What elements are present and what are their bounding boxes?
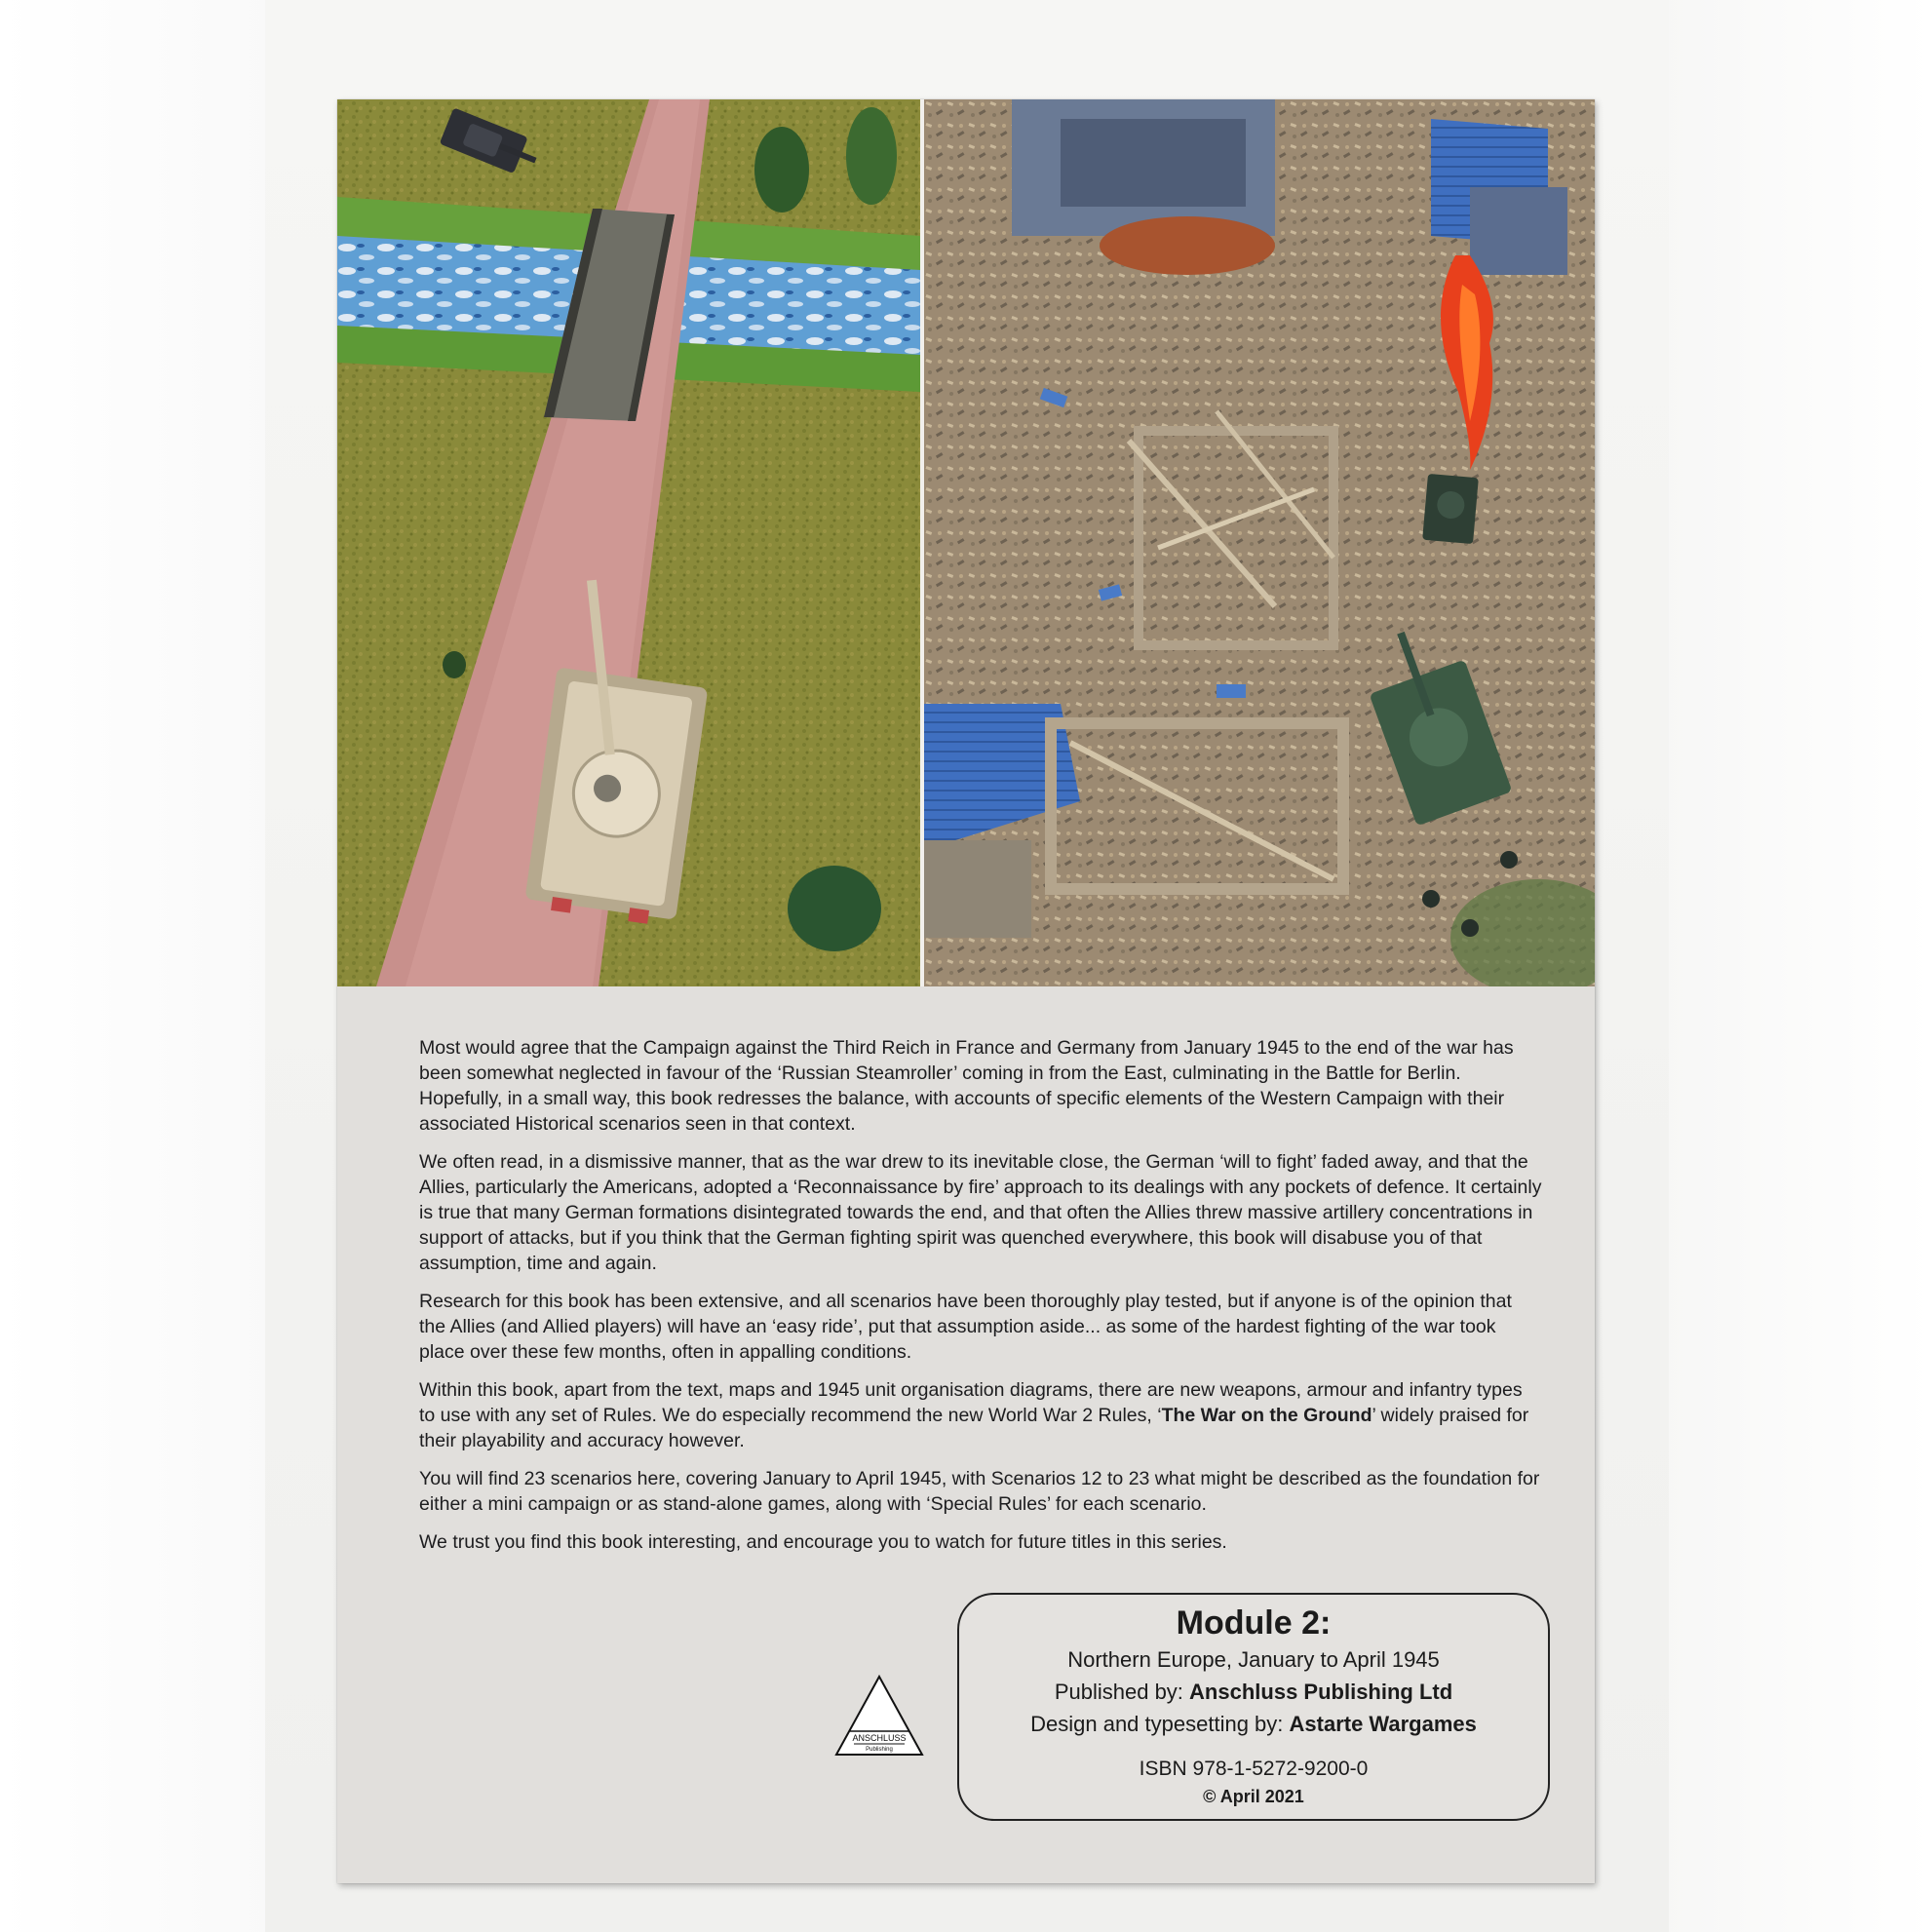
publisher-line <box>959 1676 1548 1708</box>
blurb-paragraph-4 <box>419 1377 1542 1453</box>
ruined-town-illustration <box>924 99 1595 986</box>
blurb-p4-end: ’ widely praised for their playability and accuracy however. <box>419 1405 1529 1451</box>
designer-line <box>959 1708 1548 1740</box>
logo-sub: Publishing <box>866 1747 893 1753</box>
anschluss-logo-triangle-icon <box>831 1673 928 1760</box>
module-info-box <box>957 1593 1550 1821</box>
blurb-p4-start: Within this book, apart from the text, maps and 1945 unit organisation diagrams, there are new weapons, armour and infantry types to use with any set of Rules. We do especially recommend the new World War 2 Rules, ‘ <box>419 1379 1523 1426</box>
blurb-paragraph-5: You will find 23 scenarios here, covering January to April 1945, with Scenarios 12 to 23 what might be described as the foundation for either a mini campaign or as stand-alone games, along with ‘Special Rules’ for each scenario. <box>419 1468 1540 1515</box>
published-label: Published by: <box>1054 1680 1183 1704</box>
publisher-name: Anschluss Publishing Ltd <box>1189 1680 1453 1704</box>
module-subtitle: Northern Europe, January to April 1945 <box>1067 1647 1440 1672</box>
designer-name: Astarte Wargames <box>1289 1712 1477 1736</box>
isbn-number: ISBN 978-1-5272-9200-0 <box>1139 1758 1369 1780</box>
rules-title: The War on the Ground <box>1161 1405 1372 1426</box>
design-label: Design and typesetting by: <box>1030 1712 1284 1736</box>
blurb-paragraph-3: Research for this book has been extensive, and all scenarios have been thoroughly play tested, but if anyone is of the opinion that the Allies (and Allied players) will have an ‘easy ride’, put that assumption aside... as some of the hardest fighting of the war took place over these few months, often in appalling conditions. <box>419 1291 1512 1363</box>
blurb-paragraph-2: We often read, in a dismissive manner, that as the war drew to its inevitable close, the German ‘will to fight’ faded away, and that the Allies, particularly the Americans, adopted a ‘Reconnaissance by fire’ approach to its dealings with any pockets of defence. It certainly is true that many German formations disintegrated towards the end, and that often the Allies threw massive artillery concentrations in support of attacks, but if you think that the German fighting spirit was quenched everywhere, this book will disabuse you of that assumption, time and again. <box>419 1151 1542 1274</box>
blurb-paragraph-1: Most would agree that the Campaign against the Third Reich in France and Germany from January 1945 to the end of the war has been somewhat neglected in favour of the ‘Russian Steamroller’ coming in from the East, culminating in the Battle for Berlin. Hopefully, in a small way, this book redresses the balance, with accounts of specific elements of the Western Campaign with their associated Historical scenarios seen in that context. <box>419 1037 1514 1135</box>
module-title: Module 2: <box>1176 1604 1332 1642</box>
copyright-date: © April 2021 <box>1203 1787 1304 1806</box>
photo-bridge-scene <box>337 99 920 986</box>
photo-ruined-town-scene <box>924 99 1595 986</box>
bridge-scene-illustration <box>337 99 920 986</box>
blurb-paragraph-6: We trust you find this book interesting, and encourage you to watch for future titles in this series. <box>419 1531 1227 1553</box>
book-back-cover <box>337 99 1595 1883</box>
back-cover-blurb <box>419 1035 1542 1567</box>
logo-name: ANSCHLUSS <box>852 1733 907 1743</box>
